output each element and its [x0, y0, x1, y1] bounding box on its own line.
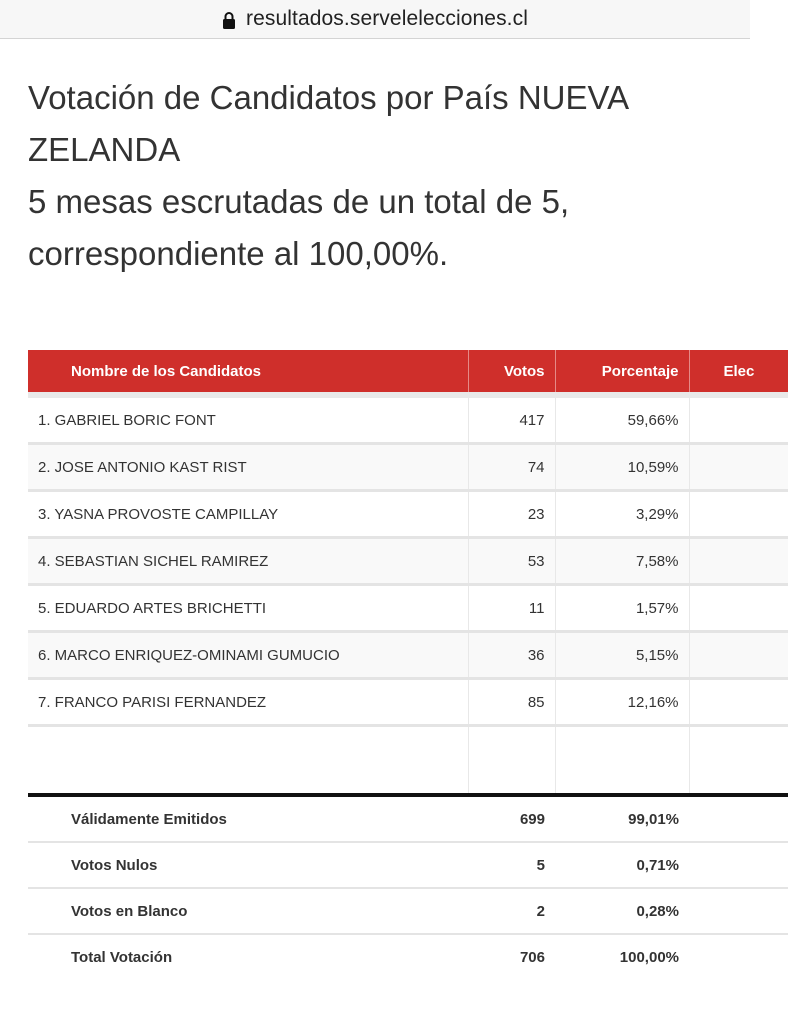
table-row: [28, 632, 788, 679]
page-subtitle-line-2: correspondiente al 100,00%.: [28, 235, 449, 272]
table-row: [28, 395, 788, 444]
totals-label: Válidamente Emitidos: [28, 795, 468, 842]
candidate-name: 3. YASNA PROVOSTE CAMPILLAY: [28, 491, 468, 538]
header-elected[interactable]: Elec: [689, 350, 788, 395]
totals-votes: 5: [468, 842, 555, 888]
totals-row: [28, 934, 788, 979]
candidate-percent: 7,58%: [555, 538, 689, 585]
candidate-votes: 36: [468, 632, 555, 679]
candidate-name: 1. GABRIEL BORIC FONT: [28, 395, 468, 444]
totals-row: [28, 795, 788, 842]
candidate-votes: 74: [468, 444, 555, 491]
spacer-cell: [689, 726, 788, 796]
candidate-elected: [689, 679, 788, 726]
page-title-line-2: ZELANDA: [28, 131, 181, 168]
candidate-percent: 5,15%: [555, 632, 689, 679]
lock-icon: [222, 11, 236, 29]
header-percent[interactable]: Porcentaje: [555, 350, 689, 395]
totals-percent: 99,01%: [555, 795, 689, 842]
table-row: [28, 538, 788, 585]
spacer-cell: [28, 726, 468, 796]
candidate-votes: 53: [468, 538, 555, 585]
totals-elected: [689, 888, 788, 934]
totals-elected: [689, 795, 788, 842]
candidate-votes: 11: [468, 585, 555, 632]
browser-address-bar[interactable]: [0, 0, 750, 39]
table-row: [28, 679, 788, 726]
totals-votes: 2: [468, 888, 555, 934]
totals-label: Total Votación: [71, 948, 173, 966]
totals-label: Votos Nulos: [28, 842, 468, 888]
candidate-name: 4. SEBASTIAN SICHEL RAMIREZ: [28, 538, 468, 585]
candidate-percent: 3,29%: [555, 491, 689, 538]
candidate-elected: [689, 491, 788, 538]
spacer-cell: [468, 726, 555, 796]
totals-row: [28, 888, 788, 934]
page-title-line-1: Votación de Candidatos por País NUEVA: [28, 79, 630, 116]
candidate-percent: 12,16%: [555, 679, 689, 726]
candidate-votes: 417: [468, 395, 555, 444]
totals-row: [28, 842, 788, 888]
results-table: [28, 350, 788, 979]
candidate-elected: [689, 585, 788, 632]
candidate-name: 5. EDUARDO ARTES BRICHETTI: [28, 585, 468, 632]
totals-percent: 100,00%: [619, 948, 679, 966]
totals-elected: [689, 934, 788, 979]
totals-percent: 0,71%: [555, 842, 689, 888]
candidate-elected: [689, 538, 788, 585]
page-heading: [28, 72, 728, 280]
spacer-cell: [555, 726, 689, 796]
browser-url[interactable]: resultados.servelelecciones.cl: [246, 7, 528, 30]
candidate-votes: 23: [468, 491, 555, 538]
candidate-percent: 10,59%: [555, 444, 689, 491]
table-row: [28, 491, 788, 538]
table-header-row: [28, 350, 788, 395]
candidate-elected: [689, 395, 788, 444]
page-subtitle-line-1: 5 mesas escrutadas de un total de 5,: [28, 183, 570, 220]
candidate-name: 2. JOSE ANTONIO KAST RIST: [28, 444, 468, 491]
totals-label: Votos en Blanco: [28, 888, 468, 934]
table-spacer-row: [28, 726, 788, 796]
totals-elected: [689, 842, 788, 888]
candidate-percent: 1,57%: [555, 585, 689, 632]
table-row: [28, 444, 788, 491]
candidate-name: 6. MARCO ENRIQUEZ-OMINAMI GUMUCIO: [28, 632, 468, 679]
candidate-name: 7. FRANCO PARISI FERNANDEZ: [28, 679, 468, 726]
candidate-votes: 85: [468, 679, 555, 726]
totals-votes: 699: [468, 795, 555, 842]
totals-votes: 706: [519, 948, 545, 966]
header-votes[interactable]: Votos: [468, 350, 555, 395]
candidate-elected: [689, 444, 788, 491]
candidate-elected: [689, 632, 788, 679]
totals-percent: 0,28%: [555, 888, 689, 934]
table-row: [28, 585, 788, 632]
candidate-percent: 59,66%: [555, 395, 689, 444]
header-candidate-name[interactable]: Nombre de los Candidatos: [28, 350, 468, 395]
